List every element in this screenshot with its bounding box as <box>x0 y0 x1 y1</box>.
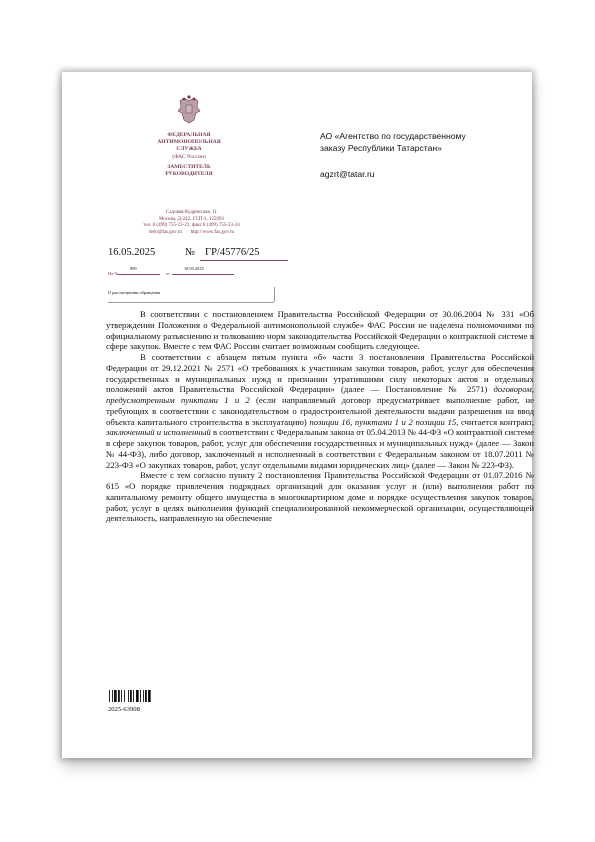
address-line3: тел. 8 (499) 755-23-23, факс 8 (499) 755-23-24 <box>143 223 240 229</box>
ref-from-label: от <box>166 271 171 276</box>
coat-of-arms-icon <box>174 95 204 125</box>
letter-page <box>62 72 532 758</box>
address-line1: Садовая-Кудринская, 11 <box>165 210 218 215</box>
address-line4: delo@fas.gov.ru http://www.fas.gov.ru <box>148 229 234 235</box>
position-line2: РУКОВОДИТЕЛЯ <box>165 171 213 178</box>
letter-number: ГР/45776/25 <box>205 247 260 258</box>
org-short-name: (ФАС России) <box>172 153 206 160</box>
number-underline <box>200 260 288 261</box>
position-line1: ЗАМЕСТИТЕЛЬ <box>167 163 211 170</box>
subject-bracket-right <box>274 287 275 302</box>
registration-line <box>108 247 288 261</box>
subject-text: О рассмотрении обращения <box>108 290 161 295</box>
organization-block <box>140 132 238 178</box>
ref-number-underline <box>118 274 160 275</box>
ref-label: На № <box>108 271 119 276</box>
address-line2: Москва, Д-242, ГСП-3, 125993 <box>158 216 225 222</box>
ref-number: 909 <box>130 266 137 271</box>
letter-body <box>106 309 534 524</box>
letter-date: 16.05.2025 <box>108 247 156 258</box>
p2-emphasis-3: заключенный и исполненный <box>106 427 211 438</box>
paragraph-1: В соответствии с постановлением Правительства Российской Федерации от 30.06.2004 № 331 «Об утверждении Положения о Федеральной антимонопольной службе» ФАС России не наделена полномочиями по официальному разъяснению и толкованию норм законодательства Российской Федерации о контрактной системе в сфере закупок. Вместе с тем ФАС России считает возможным сообщить следующее. <box>106 309 534 352</box>
org-name-line2: АНТИМОНОПОЛЬНАЯ <box>157 139 221 146</box>
subject-block <box>108 290 248 295</box>
paragraph-2 <box>106 352 534 470</box>
ref-date-underline <box>172 274 234 275</box>
recipient-line1: АО «Агентство по государственному <box>320 131 466 141</box>
number-sign: № <box>185 247 196 258</box>
recipient-block <box>320 130 520 181</box>
recipient-email: agzrt@tatar.ru <box>320 169 375 180</box>
paragraph-3: Вместе с тем согласно пункту 2 постановления Правительства Российской Федерации от 01.07.2016 № 615 «О порядке привлечения подрядных организаций для оказания услуг и (или) выполнения работ по капитальному ремонту общего имущества в многоквартирном доме и порядке осуществления закупок товаров, работ, услуг в целях выполнения функций специализированной некоммерческой организации, осуществляющей деятельность, направленную на обеспечение <box>106 470 534 524</box>
org-name-line1: ФЕДЕРАЛЬНАЯ <box>167 132 211 138</box>
ref-date: 18.03.2025 <box>184 266 204 271</box>
p2-emphasis-2: позиции 16, пунктами 1 и 2 позиции 15 <box>309 416 457 427</box>
barcode-number: 2025-63908 <box>108 706 140 713</box>
recipient-line2: заказу Республики Татарстан» <box>320 143 442 154</box>
barcode-icon <box>109 690 167 702</box>
p2-text-d: в соответствии с Федеральным закона от 05.04.2013 № 44-ФЗ «О контрактной системе в сфере закупок товаров, работ, услуг для обеспечения государственных и муниципальных нужд» (далее — Закон № 44-ФЗ), либо договор, заключенный и исполненный в соответствии с Федеральным законом от 18.07.2011 № 223-ФЗ «О закупках товаров, работ, услуг отдельными видами юридических лиц» (далее — Закон № 223-ФЗ). <box>106 427 534 470</box>
p2-text-b: (если направляемый договор предусматривает выполнение работ, не требующих в соответствии с законодательством о градостроительной деятельности выдачи разрешения на ввод объекта капитального строительства в эксплуатацию) <box>106 395 534 427</box>
address-block <box>104 210 279 236</box>
reference-line <box>108 266 288 278</box>
p2-emphasis-1: договором, предусмотренным пунктами 1 и 2 <box>106 384 534 405</box>
subject-bracket-bottom <box>108 302 274 303</box>
org-name-line3: СЛУЖБА <box>176 146 202 153</box>
p2-text-a: В соответствии с абзацем пятым пункта «б» части 3 постановления Правительства Российской Федерации от 29.12.2021 № 2571 «О требованиях к участникам закупки товаров, работ, услуг для обеспечения государственных и муниципальных нужд и признании утратившими силу некоторых актов и отдельных положений актов Правительства Российской Федерации» (далее — Постановление № 2571) <box>106 352 534 395</box>
p2-text-c: , считается контракт, <box>456 416 534 427</box>
